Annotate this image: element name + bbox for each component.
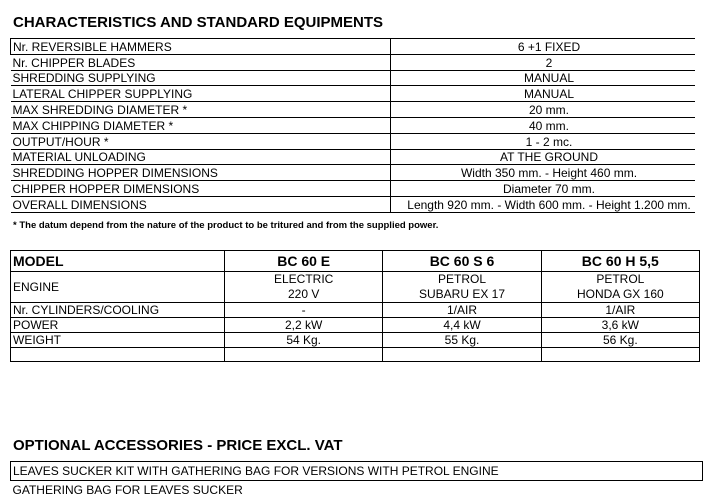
- spec-label: LATERAL CHIPPER SUPPLYING: [11, 86, 391, 102]
- table-row: [11, 39, 696, 55]
- spec-label: MAX SHREDDING DIAMETER *: [11, 102, 391, 118]
- cell: 1/AIR: [383, 303, 541, 318]
- table-row: [11, 481, 703, 499]
- engine-type: ELECTRIC: [225, 272, 382, 287]
- spec-value: 40 mm.: [391, 117, 696, 133]
- table-row: [11, 462, 703, 481]
- table-row: [11, 196, 696, 212]
- spec-label: MATERIAL UNLOADING: [11, 149, 391, 165]
- accessory-item: GATHERING BAG FOR LEAVES SUCKER: [11, 481, 703, 499]
- cell: 3,6 kW: [541, 318, 699, 333]
- characteristics-table: [10, 38, 695, 213]
- accessories-title: OPTIONAL ACCESSORIES - PRICE EXCL. VAT: [13, 437, 342, 454]
- models-table: [10, 250, 700, 362]
- engine-cell: [383, 272, 541, 303]
- table-row: [11, 333, 700, 348]
- engine-cell: [541, 272, 699, 303]
- spec-value: MANUAL: [391, 86, 696, 102]
- cell: 2,2 kW: [225, 318, 383, 333]
- header-bc60s6: BC 60 S 6: [383, 251, 541, 272]
- row-label: WEIGHT: [11, 333, 225, 348]
- spec-value: 6 +1 FIXED: [391, 39, 696, 55]
- spec-label: MAX CHIPPING DIAMETER *: [11, 117, 391, 133]
- cell: 1/AIR: [541, 303, 699, 318]
- spec-label: CHIPPER HOPPER DIMENSIONS: [11, 181, 391, 197]
- spec-label: SHREDDING SUPPLYING: [11, 70, 391, 86]
- spec-label: SHREDDING HOPPER DIMENSIONS: [11, 165, 391, 181]
- spec-label: OUTPUT/HOUR *: [11, 133, 391, 149]
- table-row: [11, 272, 700, 303]
- characteristics-title: CHARACTERISTICS AND STANDARD EQUIPMENTS: [13, 14, 383, 31]
- header-bc60h55: BC 60 H 5,5: [541, 251, 699, 272]
- engine-type: PETROL: [383, 272, 540, 287]
- spec-value: 2: [391, 54, 696, 70]
- table-row: [11, 149, 696, 165]
- cell: 4,4 kW: [383, 318, 541, 333]
- row-label: Nr. CYLINDERS/COOLING: [11, 303, 225, 318]
- spec-value: Length 920 mm. - Width 600 mm. - Height 1.200 mm.: [391, 196, 696, 212]
- spec-label: Nr. CHIPPER BLADES: [11, 54, 391, 70]
- spec-value: AT THE GROUND: [391, 149, 696, 165]
- table-row: [11, 70, 696, 86]
- cell: [541, 348, 699, 362]
- table-row: [11, 165, 696, 181]
- spec-value: 20 mm.: [391, 102, 696, 118]
- cell: 55 Kg.: [383, 333, 541, 348]
- spec-value: Diameter 70 mm.: [391, 181, 696, 197]
- spec-value: MANUAL: [391, 70, 696, 86]
- table-row-empty: [11, 348, 700, 362]
- spec-value: Width 350 mm. - Height 460 mm.: [391, 165, 696, 181]
- table-header-row: [11, 251, 700, 272]
- cell: [11, 348, 225, 362]
- engine-detail: HONDA GX 160: [542, 287, 699, 302]
- table-row: [11, 181, 696, 197]
- table-row: [11, 133, 696, 149]
- table-row: [11, 117, 696, 133]
- table-row: [11, 303, 700, 318]
- engine-detail: SUBARU EX 17: [383, 287, 540, 302]
- row-label: POWER: [11, 318, 225, 333]
- header-bc60e: BC 60 E: [225, 251, 383, 272]
- cell: -: [225, 303, 383, 318]
- cell: [225, 348, 383, 362]
- accessory-item: LEAVES SUCKER KIT WITH GATHERING BAG FOR VERSIONS WITH PETROL ENGINE: [11, 462, 703, 481]
- cell: 56 Kg.: [541, 333, 699, 348]
- cell: 54 Kg.: [225, 333, 383, 348]
- table-row: [11, 102, 696, 118]
- engine-cell: [225, 272, 383, 303]
- spec-label: OVERALL DIMENSIONS: [11, 196, 391, 212]
- engine-type: PETROL: [542, 272, 699, 287]
- footnote: * The datum depend from the nature of the product to be tritured and from the supplied power.: [13, 220, 438, 231]
- header-model: MODEL: [11, 251, 225, 272]
- row-label: ENGINE: [11, 272, 225, 303]
- engine-detail: 220 V: [225, 287, 382, 302]
- accessories-table: [10, 461, 703, 499]
- table-row: [11, 54, 696, 70]
- spec-value: 1 - 2 mc.: [391, 133, 696, 149]
- spec-label: Nr. REVERSIBLE HAMMERS: [11, 39, 391, 55]
- table-row: [11, 318, 700, 333]
- table-row: [11, 86, 696, 102]
- cell: [383, 348, 541, 362]
